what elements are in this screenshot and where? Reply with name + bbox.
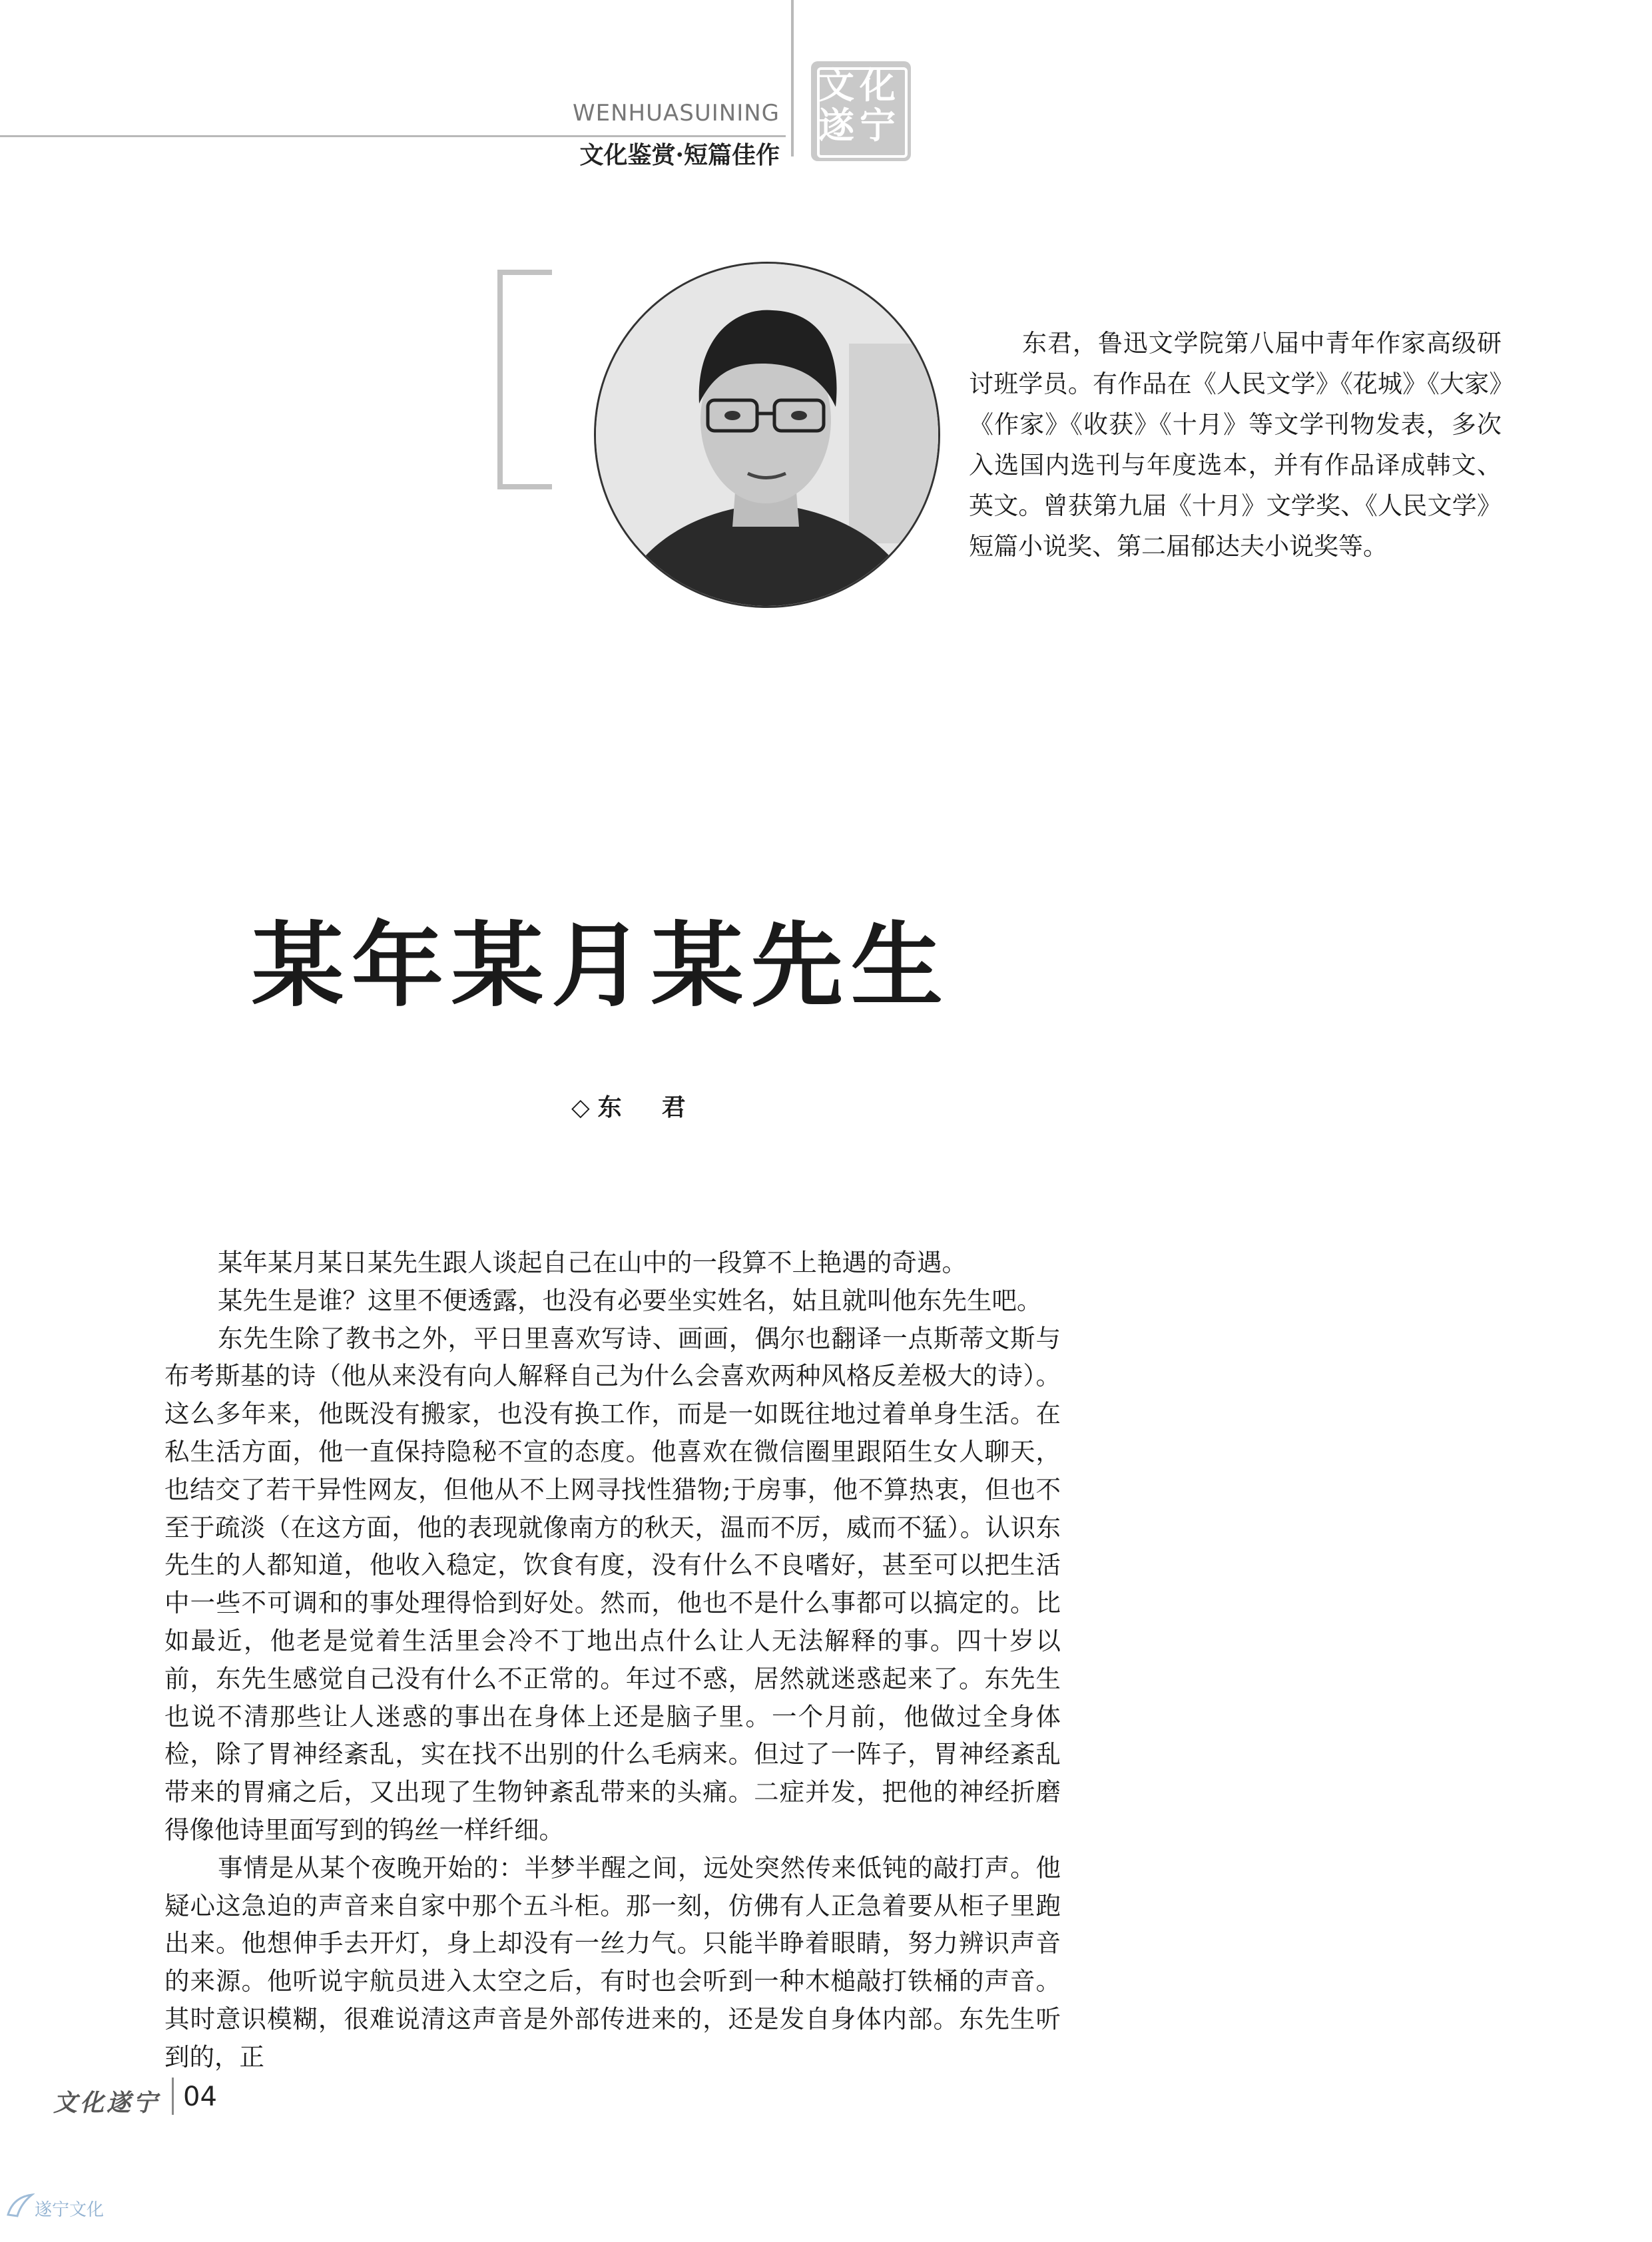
header-category: 文化鉴赏·短篇佳作 — [579, 141, 780, 169]
paragraph: 某年某月某日某先生跟人谈起自己在山中的一段算不上艳遇的奇遇。 — [218, 1248, 967, 1277]
header-vertical-rule — [791, 0, 794, 156]
paragraph: 事情是从某个夜晚开始的：半梦半醒之间，远处突然传来低钝的敲打声。他疑心这急迫的声音来自家中那个五斗柜。那一刻，仿佛有人正急着要从柜子里跑出来。他想伸手去开灯，身上却没有一丝力气。只能半睁着眼睛，努力辨识声音的来源。他听说宇航员进入太空之后，有时也会听到一种木槌敲打铁桶的声音。其时意识模糊，很难说清这声音是外部传进来的，还是发自身体内部。东先生听到的，正 — [164, 1852, 1061, 2072]
seal-char: 宁 — [860, 104, 896, 146]
portrait-illustration — [596, 264, 938, 606]
seal-char: 化 — [860, 64, 896, 107]
footer-brand: 文化遂宁 — [53, 2089, 160, 2117]
article-title: 某年某月某先生 — [252, 912, 952, 1019]
article-byline: ◇东 君 — [571, 1093, 694, 1121]
paragraph: 某先生是谁？这里不便透露，也没有必要坐实姓名，姑且就叫他东先生吧。 — [218, 1285, 1042, 1315]
article-body — [164, 1244, 1061, 2076]
decorative-bracket — [497, 270, 552, 489]
paragraph: 东先生除了教书之外，平日里喜欢写诗、画画，偶尔也翻译一点斯蒂文斯与布考斯基的诗（他从来没有向人解释自己为什么会喜欢两种风格反差极大的诗）。这么多年来，他既没有搬家，也没有换工作，而是一如既往地过着单身生活。在私生活方面，他一直保持隐秘不宣的态度。他喜欢在微信圈里跟陌生女人聊天，也结交了若干异性网友，但他从不上网寻找性猎物;于房事，他不算热衷，但也不至于疏淡（在这方面，他的表现就像南方的秋天，温而不厉，威而不猛）。认识东先生的人都知道，他收入稳定，饮食有度，没有什么不良嗜好，甚至可以把生活中一些不可调和的事处理得恰到好处。然而，他也不是什么事都可以搞定的。比如最近，他老是觉着生活里会冷不丁地出点什么让人无法解释的事。四十岁以前，东先生感觉自己没有什么不正常的。年过不惑，居然就迷惑起来了。东先生也说不清那些让人迷惑的事出在身体上还是脑子里。一个月前，他做过全身体检，除了胃神经紊乱，实在找不出别的什么毛病来。但过了一阵子，胃神经紊乱带来的胃痛之后，又出现了生物钟紊乱带来的头痛。二症并发，把他的神经折磨得像他诗里面写到的钨丝一样纤细。 — [164, 1323, 1061, 1844]
watermark-wing-icon — [5, 2192, 35, 2219]
author-portrait — [594, 262, 940, 608]
author-bio: 东君，鲁迅文学院第八届中青年作家高级研讨班学员。有作品在《人民文学》《花城》《大家》《作家》《收获》《十月》等文学刊物发表，多次入选国内选刊与年度选本，并有作品译成韩文、英文。曾获第九届《十月》文学奖、《人民文学》短篇小说奖、第二届郁达夫小说奖等。 — [969, 329, 1502, 561]
seal-char: 文 — [818, 64, 854, 107]
footer-separator — [172, 2078, 174, 2115]
seal-char: 遂 — [818, 104, 854, 146]
header-english-title: WENHUASUINING — [573, 100, 780, 127]
watermark-text: 遂宁文化 — [35, 2200, 105, 2220]
magazine-seal-logo — [811, 61, 911, 161]
page-number: 04 — [183, 2082, 217, 2112]
